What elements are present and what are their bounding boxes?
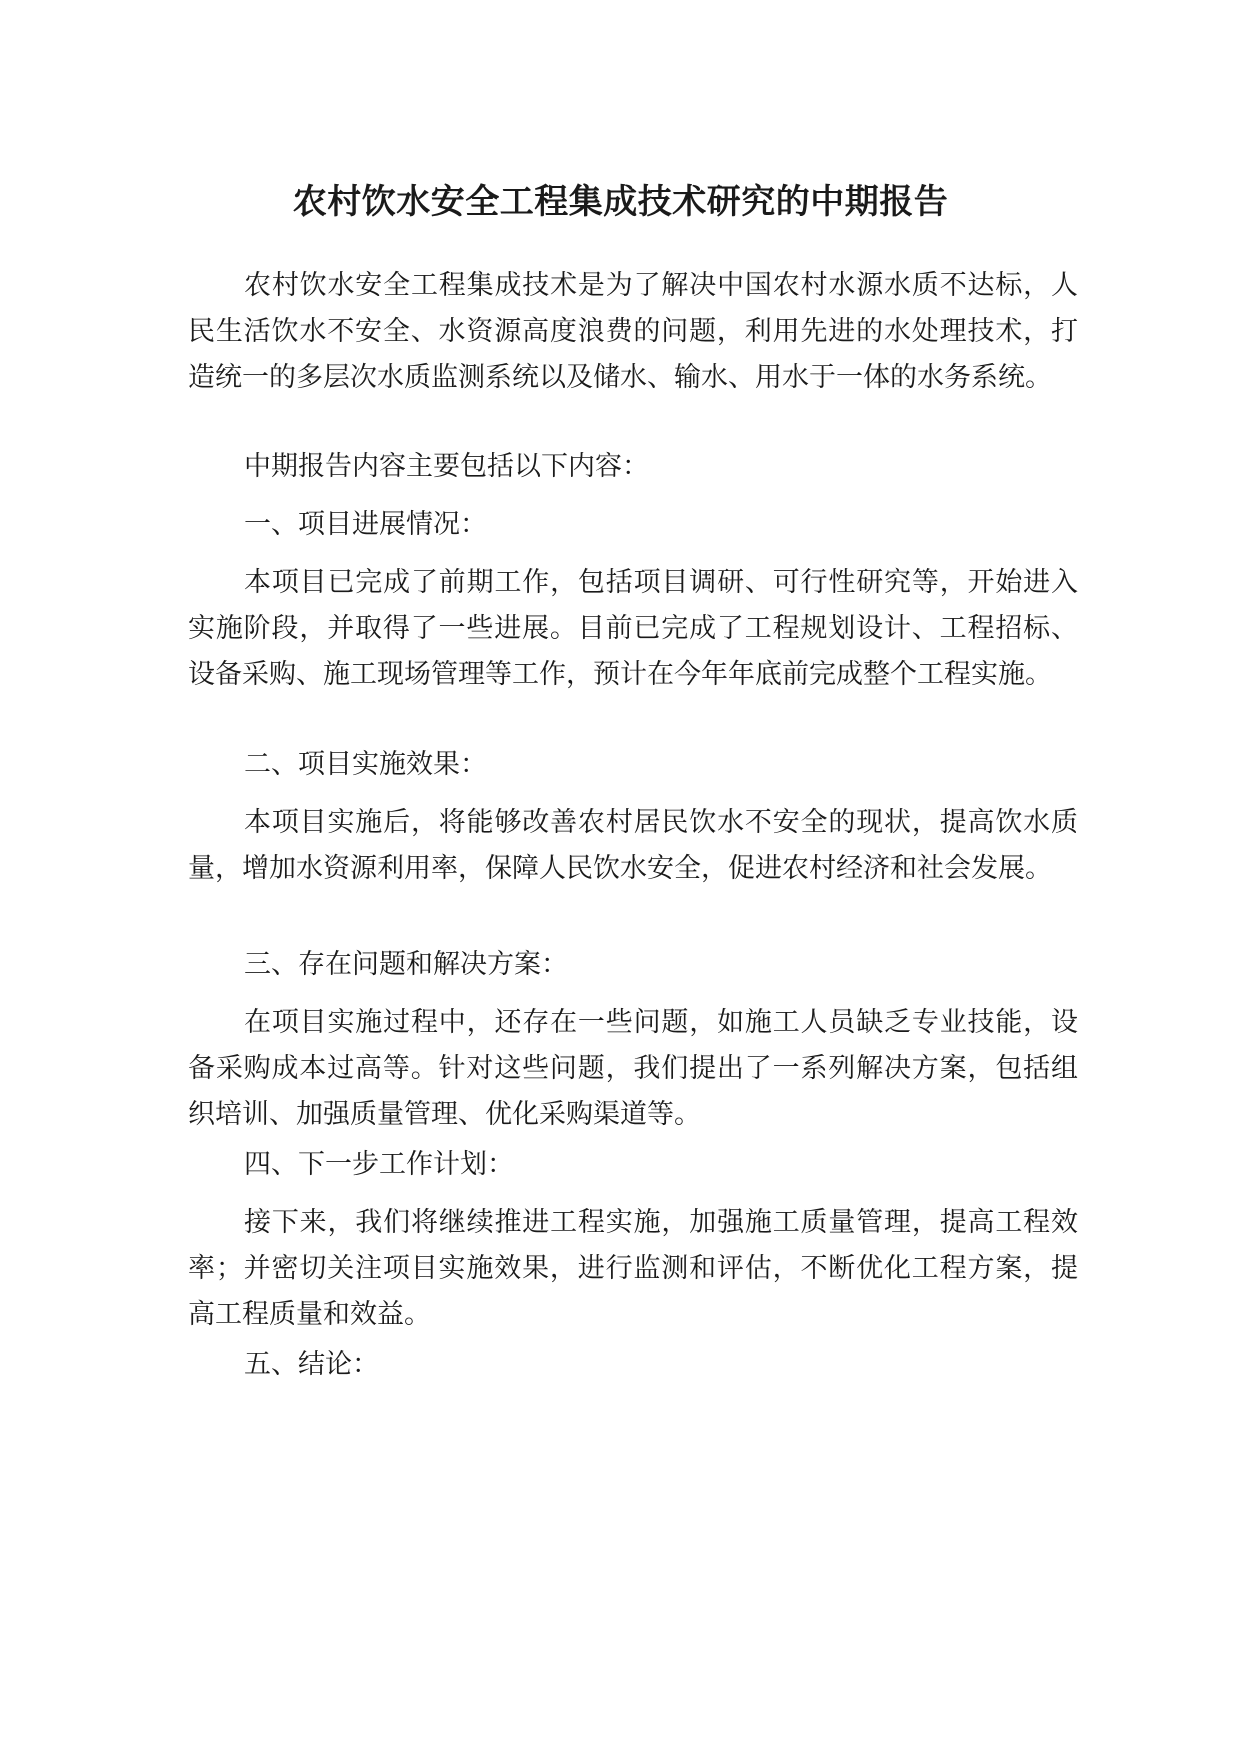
lead-paragraph: 中期报告内容主要包括以下内容： [244, 451, 649, 482]
section-heading-next-steps: 四、下一步工作计划： [244, 1149, 514, 1180]
section-body-progress: 本项目已完成了前期工作，包括项目调研、可行性研究等，开始进入实施阶段，并取得了一些进展。目前已完成了工程规划设计、工程招标、设备采购、施工现场管理等工作，预计在今年年底前完成整个工程实施。 [188, 567, 1078, 690]
section-body-effect: 本项目实施后，将能够改善农村居民饮水不安全的现状，提高饮水质量，增加水资源利用率，保障人民饮水安全，促进农村经济和社会发展。 [188, 807, 1078, 884]
section-body-problems: 在项目实施过程中，还存在一些问题，如施工人员缺乏专业技能，设备采购成本过高等。针对这些问题，我们提出了一系列解决方案，包括组织培训、加强质量管理、优化采购渠道等。 [188, 1007, 1078, 1130]
section-heading-conclusion: 五、结论： [244, 1349, 379, 1380]
section-heading-problems: 三、存在问题和解决方案： [244, 949, 568, 980]
document-title: 农村饮水安全工程集成技术研究的中期报告 [292, 182, 949, 222]
section-heading-progress: 一、项目进展情况： [244, 509, 487, 540]
section-heading-effect: 二、项目实施效果： [244, 749, 487, 780]
section-body-next-steps: 接下来，我们将继续推进工程实施，加强施工质量管理，提高工程效率；并密切关注项目实施效果，进行监测和评估，不断优化工程方案，提高工程质量和效益。 [188, 1207, 1078, 1330]
intro-paragraph: 农村饮水安全工程集成技术是为了解决中国农村水源水质不达标，人民生活饮水不安全、水资源高度浪费的问题，利用先进的水处理技术，打造统一的多层次水质监测系统以及储水、输水、用水于一体的水务系统。 [188, 270, 1078, 393]
